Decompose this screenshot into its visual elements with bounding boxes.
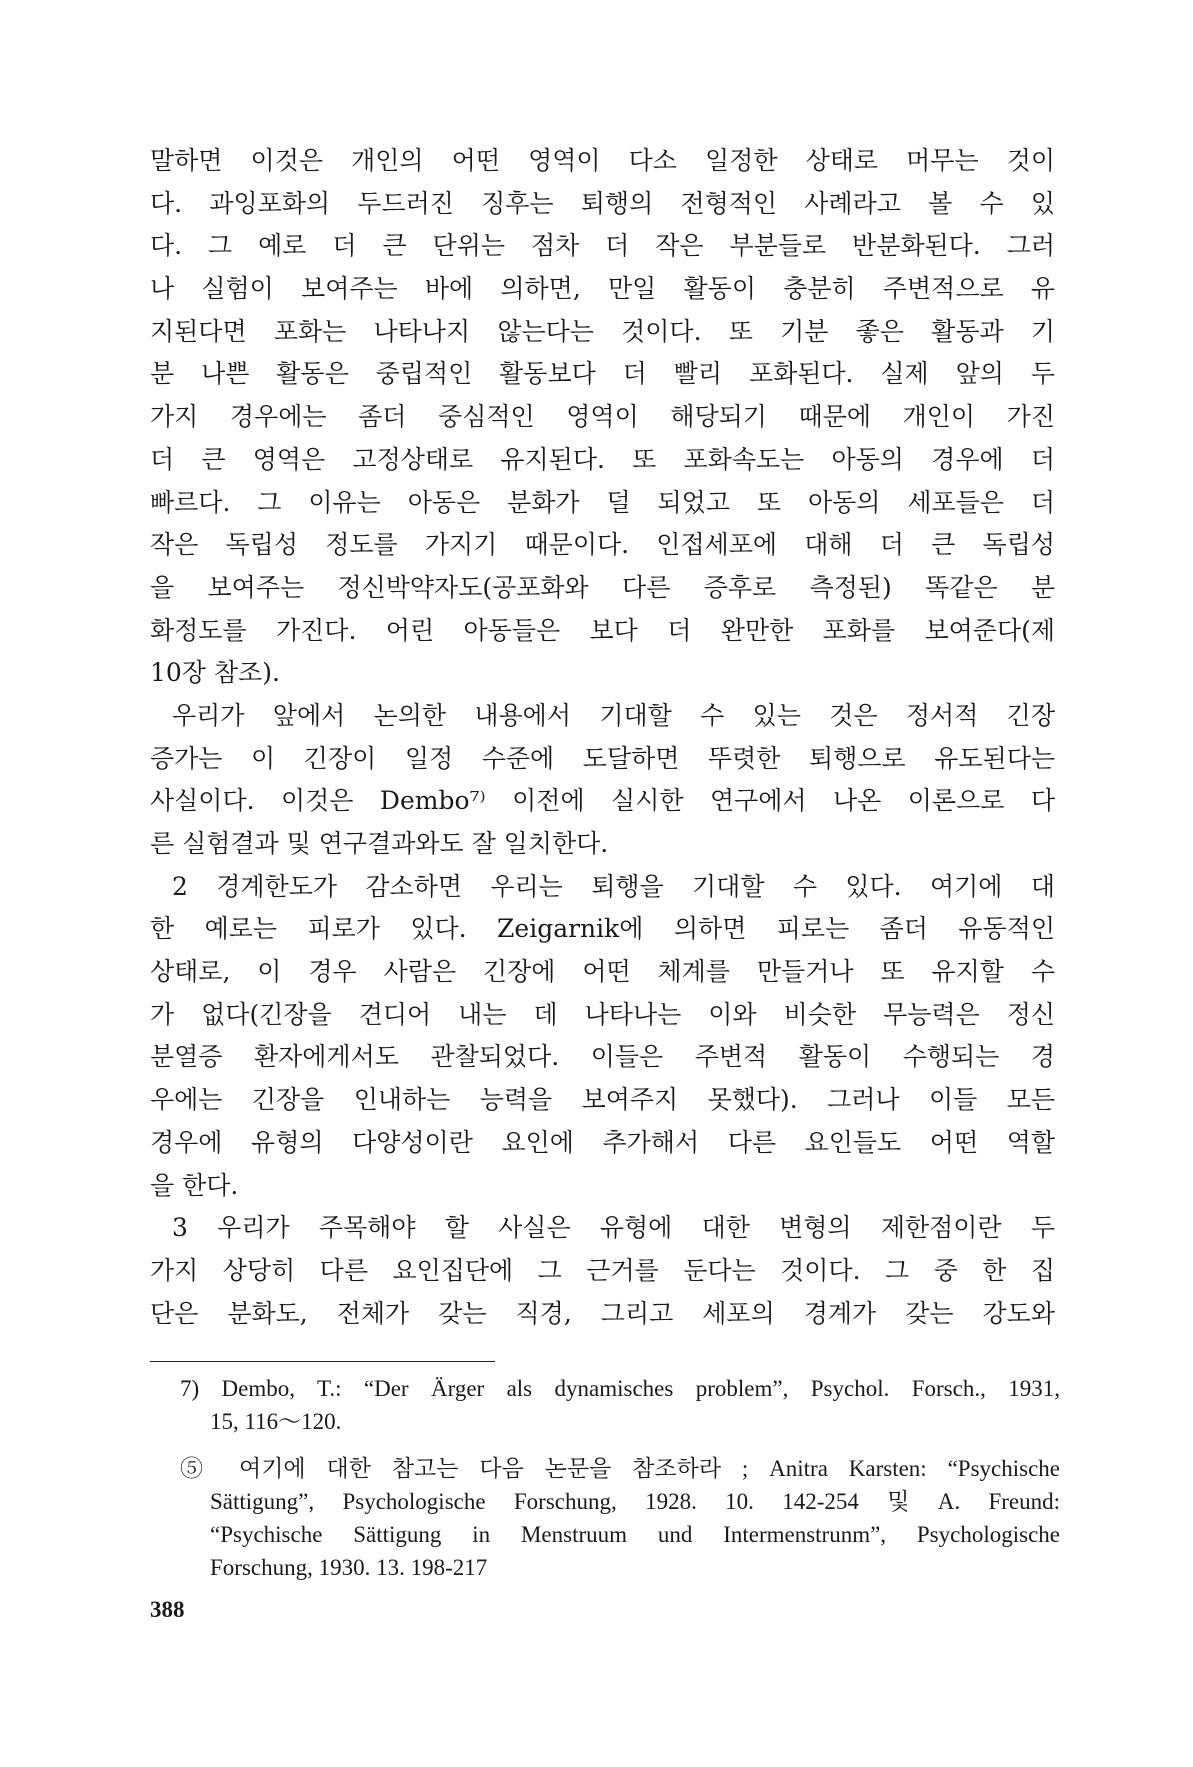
text-line: 분열증 환자에게서도 관찰되었다. 이들은 주변적 활동이 수행되는 경 [150, 1042, 1055, 1072]
text-line: 다. 과잉포화의 두드러진 징후는 퇴행의 전형적인 사례라고 볼 수 있 [150, 188, 1055, 218]
text-line: 가지 경우에는 좀더 중심적인 영역이 해당되기 때문에 개인이 가진 [150, 402, 1055, 432]
text-line: 우리가 앞에서 논의한 내용에서 기대할 수 있는 것은 정서적 긴장 [172, 700, 1055, 730]
page-number: 388 [150, 1597, 185, 1622]
text-line: 말하면 이것은 개인의 어떤 영역이 다소 일정한 상태로 머무는 것이 [150, 146, 1055, 175]
text-line: 지된다면 포화는 나타나지 않는다는 것이다. 또 기분 좋은 활동과 기 [150, 316, 1055, 346]
text-line: 화정도를 가진다. 어린 아동들은 보다 더 완만한 포화를 보여준다(제 [150, 615, 1055, 645]
text-line: 가 없다(긴장을 견디어 내는 데 나타나는 이와 비슷한 무능력은 정신 [150, 999, 1055, 1029]
text-line: 증가는 이 긴장이 일정 수준에 도달하면 뚜렷한 퇴행으로 유도된다는 [150, 743, 1055, 773]
footnote-line: Sättigung”, Psychologische Forschung, 1928. 10. 142-254 및 A. Freund: [210, 1489, 1060, 1514]
text-line: 작은 독립성 정도를 가지기 때문이다. 인접세포에 대해 더 큰 독립성 [150, 530, 1055, 560]
footnote-line: ⑤ 여기에 대한 참고는 다음 논문을 참조하라 ; Anitra Karsten: “Psychische [180, 1456, 1060, 1481]
text-line: 른 실험결과 및 연구결과와도 잘 일치한다. [150, 829, 609, 858]
footnote-5 [180, 1452, 1060, 1584]
footnote-divider [150, 1361, 495, 1362]
text-line: 가지 상당히 다른 요인집단에 그 근거를 둔다는 것이다. 그 중 한 집 [150, 1255, 1055, 1285]
text-line: 10장 참조). [150, 658, 280, 688]
body-text [150, 140, 1055, 1335]
text-line: 우에는 긴장을 인내하는 능력을 보여주지 못했다). 그러나 이들 모든 [150, 1085, 1055, 1115]
text-line: 사실이다. 이것은 Dembo⁷⁾ 이전에 실시한 연구에서 나온 이론으로 다 [150, 786, 1055, 816]
text-line: 3 우리가 주목해야 할 사실은 유형에 대한 변형의 제한점이란 두 [172, 1213, 1055, 1243]
footnotes [180, 1372, 1060, 1584]
text-line: 한 예로는 피로가 있다. Zeigarnik에 의하면 피로는 좀더 유동적인 [150, 914, 1055, 944]
footnote-line: “Psychische Sättigung in Menstruum und Intermenstrunm”, Psychologische [210, 1522, 1060, 1547]
footnote-line: Forschung, 1930. 13. 198-217 [210, 1555, 488, 1580]
footnote-7 [180, 1372, 1060, 1438]
text-line: 나 실험이 보여주는 바에 의하면, 만일 활동이 충분히 주변적으로 유 [150, 274, 1055, 304]
footnote-line: 7) Dembo, T.: “Der Ärger als dynamisches problem”, Psychol. Forsch., 1931, [180, 1376, 1060, 1401]
text-line: 을 한다. [150, 1170, 239, 1200]
text-line: 상태로, 이 경우 사람은 긴장에 어떤 체계를 만들거나 또 유지할 수 [150, 957, 1055, 987]
footnote-line: 15, 116～120. [210, 1409, 342, 1434]
text-line: 2 경계한도가 감소하면 우리는 퇴행을 기대할 수 있다. 여기에 대 [172, 871, 1055, 901]
text-line: 을 보여주는 정신박약자도(공포화와 다른 증후로 측정된) 똑같은 분 [150, 572, 1055, 602]
text-line: 더 큰 영역은 고정상태로 유지된다. 또 포화속도는 아동의 경우에 더 [150, 444, 1055, 474]
text-line: 분 나쁜 활동은 중립적인 활동보다 더 빨리 포화된다. 실제 앞의 두 [150, 359, 1055, 389]
text-line: 다. 그 예로 더 큰 단위는 점차 더 작은 부분들로 반분화된다. 그러 [150, 231, 1055, 261]
text-line: 경우에 유형의 다양성이란 요인에 추가해서 다른 요인들도 어떤 역할 [150, 1127, 1055, 1157]
text-line: 빠르다. 그 이유는 아동은 분화가 덜 되었고 또 아동의 세포들은 더 [150, 487, 1055, 517]
text-line: 단은 분화도, 전체가 갖는 직경, 그리고 세포의 경계가 갖는 강도와 [150, 1298, 1055, 1328]
